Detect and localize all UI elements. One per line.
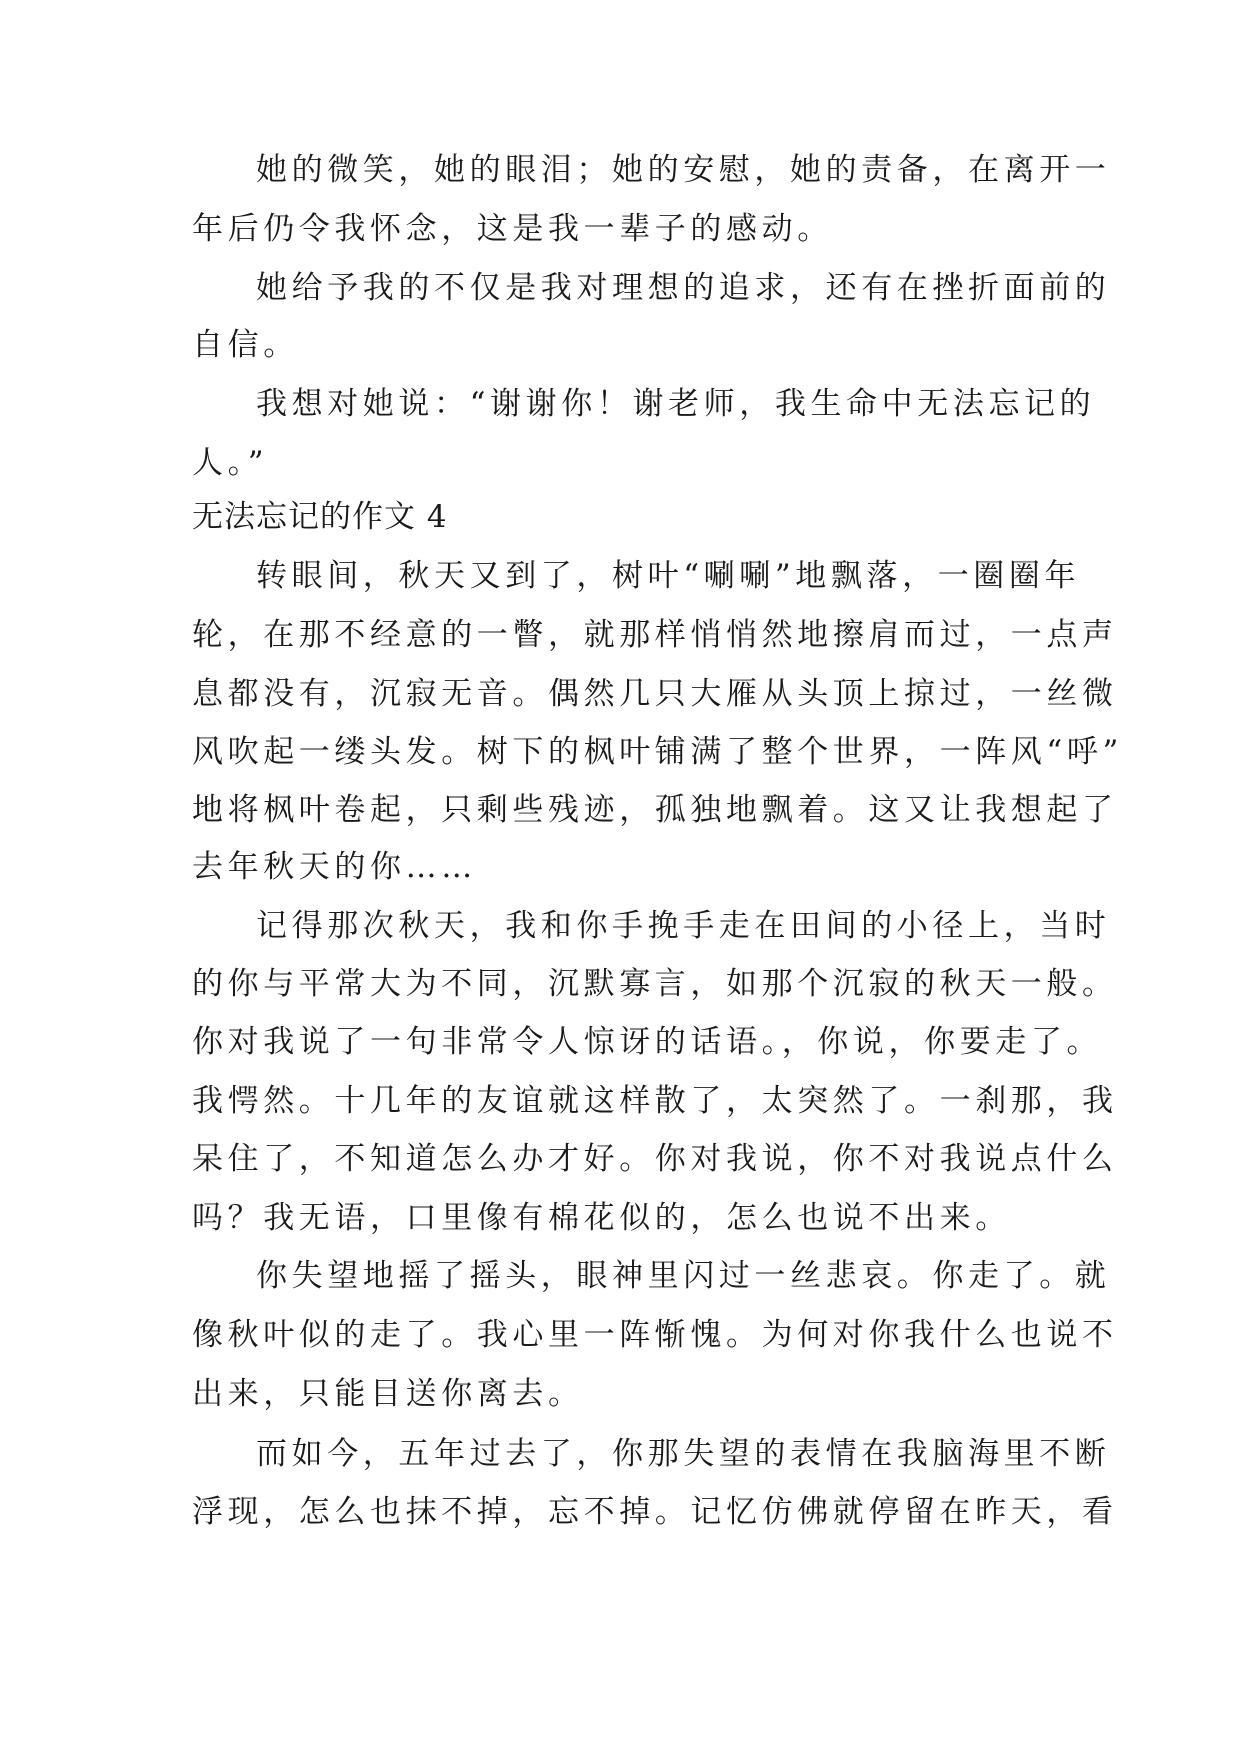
paragraph-line: 风吹起一缕头发。树下的枫叶铺满了整个世界，一阵风“呼” (192, 734, 1123, 770)
paragraph-line: 我愕然。十几年的友谊就这样散了，太突然了。一刹那，我 (192, 1083, 1118, 1119)
paragraph-line: 出来，只能目送你离去。 (192, 1376, 584, 1412)
paragraph-line: 自信。 (192, 327, 299, 363)
paragraph-line: 记得那次秋天，我和你手挽手走在田间的小径上，当时 (256, 908, 1111, 944)
paragraph-line: 去年秋天的你…… (192, 849, 477, 885)
paragraph-line: 地将枫叶卷起，只剩些残迹，孤独地飘着。这又让我想起了 (192, 792, 1118, 828)
paragraph-line: 她的微笑，她的眼泪；她的安慰，她的责备，在离开一 (256, 152, 1111, 188)
paragraph-line: 人。” (192, 445, 269, 481)
paragraph-line: 年后仍令我怀念，这是我一辈子的感动。 (192, 211, 833, 247)
paragraph-line: 吗？我无语，口里像有棉花似的，怎么也说不出来。 (192, 1200, 1011, 1236)
paragraph-line: 她给予我的不仅是我对理想的追求，还有在挫折面前的 (256, 270, 1111, 306)
paragraph-line: 你对我说了一句非常令人惊讶的话语。，你说，你要走了。 (192, 1024, 1103, 1060)
paragraph-line: 而如今，五年过去了，你那失望的表情在我脑海里不断 (256, 1436, 1111, 1472)
paragraph-line: 呆住了，不知道怎么办才好。你对我说，你不对我说点什么 (192, 1141, 1118, 1177)
paragraph-line: 转眼间，秋天又到了，树叶“唰唰”地飘落，一圈圈年 (256, 558, 1081, 594)
paragraph-line: 轮，在那不经意的一瞥，就那样悄悄然地擦肩而过，一点声 (192, 617, 1118, 653)
section-heading: 无法忘记的作文 4 (192, 499, 448, 535)
paragraph-line: 你失望地摇了摇头，眼神里闪过一丝悲哀。你走了。就 (256, 1258, 1111, 1294)
paragraph-line: 像秋叶似的走了。我心里一阵惭愧。为何对你我什么也说不 (192, 1317, 1118, 1353)
paragraph-line: 息都没有，沉寂无音。偶然几只大雁从头顶上掠过，一丝微 (192, 676, 1118, 712)
paragraph-line: 的你与平常大为不同，沉默寡言，如那个沉寂的秋天一般。 (192, 966, 1118, 1002)
paragraph-line: 浮现，怎么也抹不掉，忘不掉。记忆仿佛就停留在昨天，看 (192, 1494, 1118, 1530)
paragraph-line: 我想对她说：“谢谢你！谢老师，我生命中无法忘记的 (256, 386, 1096, 422)
